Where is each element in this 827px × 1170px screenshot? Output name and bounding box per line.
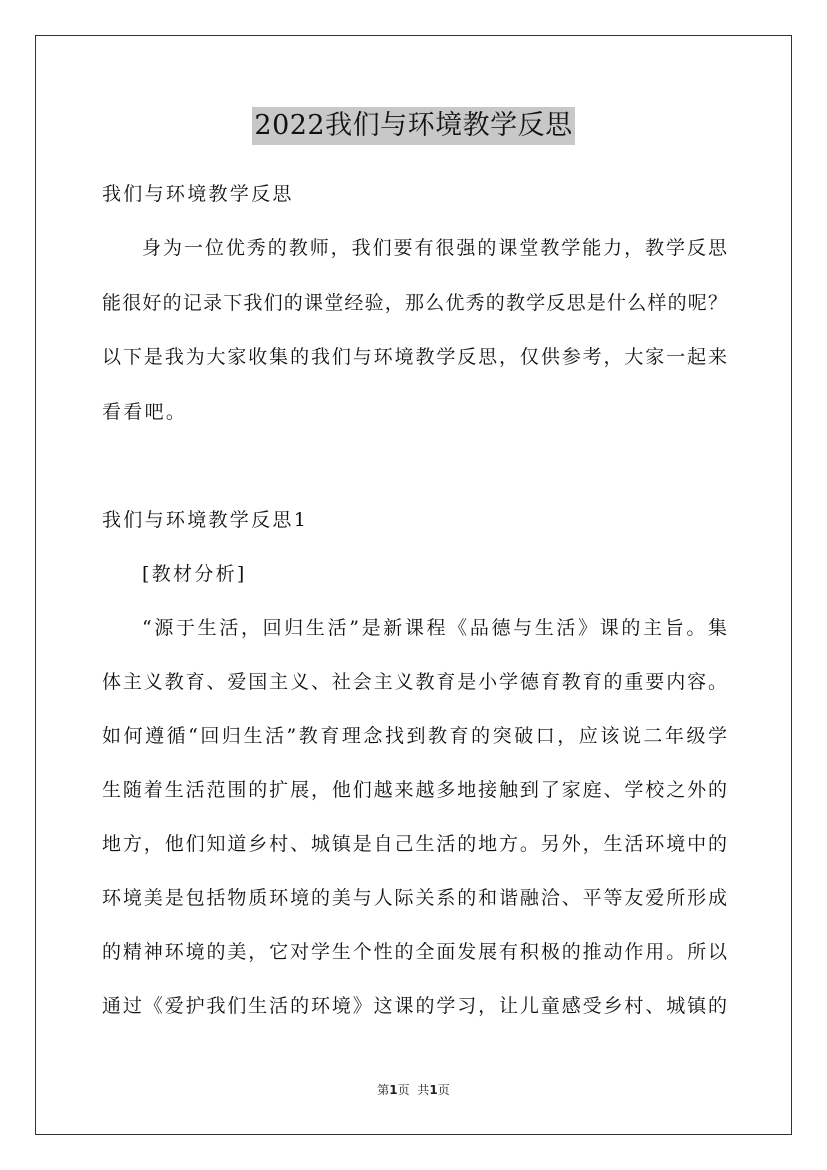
section-heading: 我们与环境教学反思1 xyxy=(102,509,309,531)
intro-line: 以下是我为大家收集的我们与环境教学反思，仅供参考，大家一起来 xyxy=(102,346,727,368)
document-title-text: 2022我们与环境教学反思 xyxy=(252,107,574,145)
body-line: “源于生活，回归生活”是新课程《品德与生活》课的主旨。集 xyxy=(142,617,727,639)
body-line: 如何遵循“回归生活”教育理念找到教育的突破口，应该说二年级学 xyxy=(102,725,727,747)
body-line: 通过《爱护我们生活的环境》这课的学习，让儿童感受乡村、城镇的 xyxy=(102,995,727,1017)
page-footer xyxy=(0,1082,827,1098)
footer-total-number: 1 xyxy=(429,1083,438,1097)
footer-total-suffix: 页 xyxy=(437,1083,450,1097)
footer-page-suffix: 页 xyxy=(397,1083,410,1097)
intro-line: 能很好的记录下我们的课堂经验，那么优秀的教学反思是什么样的呢？ xyxy=(102,292,727,314)
body-line: 环境美是包括物质环境的美与人际关系的和谐融洽、平等友爱所形成 xyxy=(102,887,727,909)
document-title xyxy=(0,104,827,145)
intro-line: 看看吧。 xyxy=(102,401,188,423)
section-label: [教材分析] xyxy=(142,563,247,585)
body-line: 体主义教育、爱国主义、社会主义教育是小学德育教育的重要内容。 xyxy=(102,671,727,693)
footer-page-number: 1 xyxy=(389,1083,398,1097)
intro-line: 身为一位优秀的教师，我们要有很强的课堂教学能力，教学反思 xyxy=(142,237,727,259)
footer-page-prefix: 第 xyxy=(377,1083,390,1097)
document-subtitle: 我们与环境教学反思 xyxy=(102,183,294,205)
body-line: 地方，他们知道乡村、城镇是自己生活的地方。另外，生活环境中的 xyxy=(102,833,727,855)
body-line: 生随着生活范围的扩展，他们越来越多地接触到了家庭、学校之外的 xyxy=(102,779,727,801)
body-line: 的精神环境的美，它对学生个性的全面发展有积极的推动作用。所以 xyxy=(102,941,727,963)
footer-total-prefix: 共 xyxy=(417,1083,430,1097)
